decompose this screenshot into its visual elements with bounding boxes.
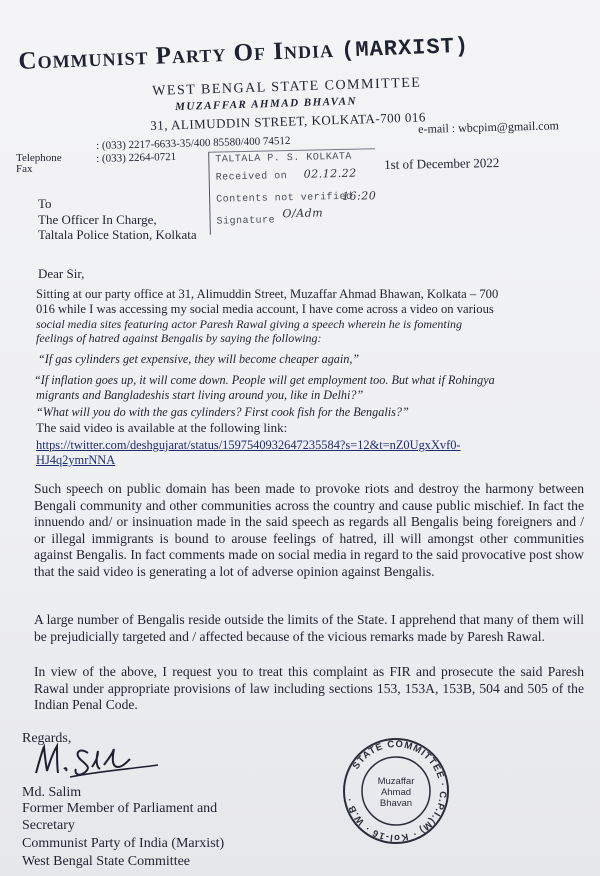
closing: Regards, [22, 731, 72, 746]
party-name-heading [18, 31, 469, 76]
stamp-station: TALTALA P. S. KOLKATA [215, 151, 352, 166]
committee-name: WEST BENGAL STATE COMMITTEE [152, 75, 422, 99]
letterhead-email: e-mail : wbcpim@gmail.com [418, 118, 560, 136]
telephone-numbers: : (033) 2217-6633-35/400 85580/400 74512 [96, 134, 291, 152]
speech-quote: migrants and Bangladeshis start living around you, like in Delhi?” [36, 388, 364, 402]
letter-date: 1st of December 2022 [384, 154, 500, 172]
speech-quote: “If gas cylinders get expensive, they will become cheaper again,” [38, 352, 360, 366]
bhavan-name: MUZAFFAR AHMAD BHAVAN [175, 95, 358, 113]
recipient-to: To [38, 196, 52, 211]
paragraph-request: In view of the above, I request you to treat this complaint as FIR and prosecute the said Paresh Rawal under appropriate provisions of law including sections 153, 153A, 153B, 504 and 505 of the Indian Penal Code. [34, 664, 584, 712]
paragraph-bengalis: A large number of Bengalis reside outside the limits of the State. I apprehend that many of them will be prejudicially targeted and / affected because of the vicious remarks made by Paresh Rawal. [34, 612, 584, 644]
stamp-contents-time: 16:20 [341, 189, 377, 203]
signatory-name: Md. Salim [22, 785, 82, 800]
intro-line: Sitting at our party office at 31, Alimuddin Street, Muzaffar Ahmad Bhawan, Kolkata – 700 [36, 287, 499, 301]
seal-line2: Ahmad [380, 787, 412, 798]
signatory-party: Communist Party of India (Marxist) [22, 836, 225, 851]
speech-quote: “What will you do with the gas cylinders? First cook fish for the Bengalis?” [36, 405, 409, 419]
stamp-signature-value: O/Adm [282, 206, 324, 221]
salutation: Dear Sir, [38, 266, 85, 281]
stamp-received-date: 02.12.22 [303, 166, 357, 181]
party-suffix: (MARXIST) [340, 33, 470, 64]
signatory-committee: West Bengal State Committee [22, 854, 191, 869]
seal-line1: Muzaffar [377, 776, 415, 787]
speech-quote: “If inflation goes up, it will come down. People will get employment too. But what if Rohingya [34, 373, 495, 387]
seal-line3: Bhavan [379, 798, 413, 809]
video-link-continued[interactable]: HJ4q2ymrNNA [36, 453, 116, 467]
fax-number: : (033) 2264-0721 [96, 150, 177, 165]
link-intro: The said video is available at the following link: [36, 420, 288, 435]
letterhead-address: 31, ALIMUDDIN STREET, KOLKATA-700 016 [150, 109, 427, 133]
recipient-line2: Taltala Police Station, Kolkata [38, 227, 197, 242]
intro-line: feelings of hatred against Bengalis by saying the following: [36, 331, 322, 345]
signatory-title: Former Member of Parliament and [22, 801, 218, 816]
video-link[interactable]: https://twitter.com/deshgujarat/status/1597540932647235584?s=12&t=nZ0UgxXvf0- [36, 438, 461, 452]
stamp-received-label: Received on [215, 171, 288, 184]
signatory-title: Secretary [22, 818, 75, 833]
committee-seal [341, 736, 451, 846]
stamp-contents-label: Contents not verified [216, 191, 353, 206]
intro-line: social media sites featuring actor Paresh Rawal giving a speech wherein he is fomenting [36, 317, 463, 331]
received-stamp [208, 148, 377, 234]
handwritten-signature [30, 737, 160, 783]
fax-label: Fax [16, 163, 33, 175]
paragraph-speech: Such speech on public domain has been made to provoke riots and destroy the harmony between Bengali community and other communities across the country and cause public mischief. In fact the innuendo and/ or insinuation made in the said speech as regards all Bengalis being foreigners and / or illegal immigrants is bound to arouse feelings of hatred, ill will amongst other communities against Bengalis. In fact comments made on social media in regard to the said provocative post show that the said video is generating a lot of adverse opinion against Bengalis. [34, 481, 584, 579]
party-name: Communist Party Of India [18, 35, 335, 75]
telephone-label: Telephone [16, 152, 62, 164]
recipient-line1: The Officer In Charge, [38, 212, 157, 227]
intro-line: 016 while I was accessing my social media account, I have come across a video on various [36, 302, 494, 316]
stamp-signature-label: Signature [216, 215, 276, 228]
seal-ring-text: STATE COMMITTEE · C.P.I.(M) · Kol-16 · W.B · [344, 738, 449, 844]
